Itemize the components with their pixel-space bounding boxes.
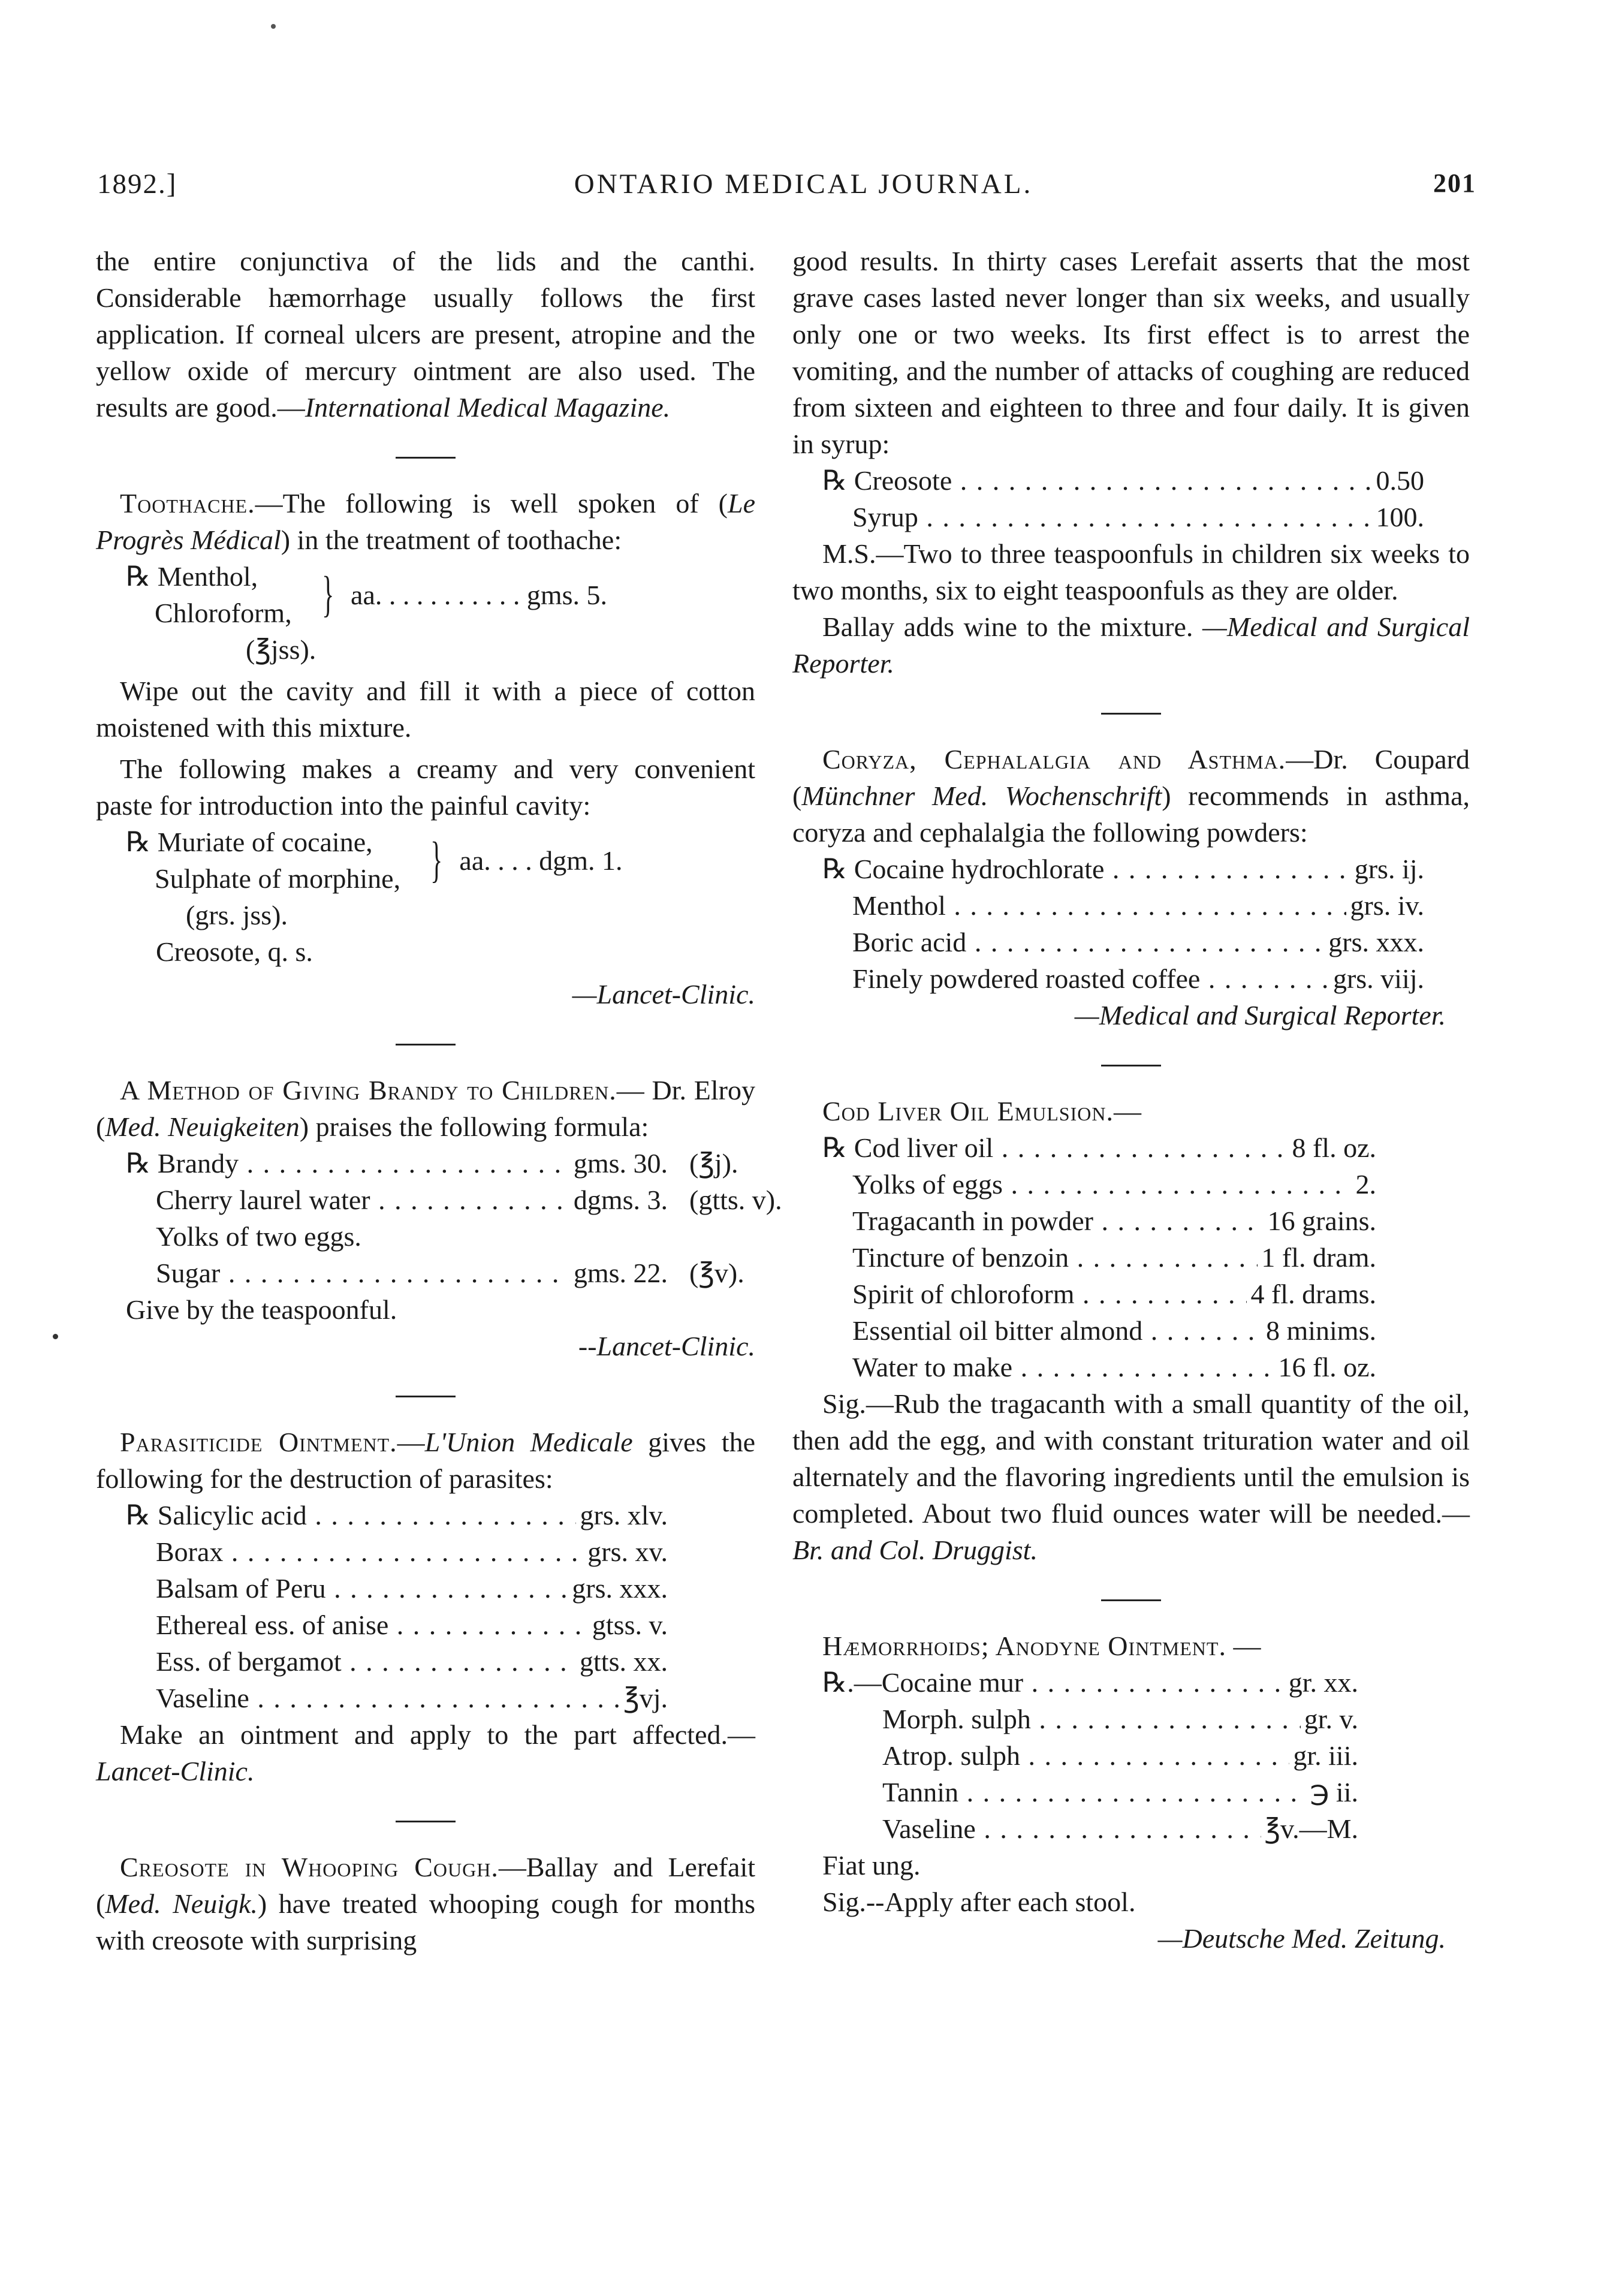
source-citation: —Lancet-Clinic. <box>572 979 755 1010</box>
rx-item: Vaseline . . . ℥v.—M. <box>792 1810 1470 1847</box>
rx-item: Boric acid . . . grs. xxx. <box>792 924 1470 960</box>
section-heading: Toothache. <box>120 488 255 519</box>
rx-item: Yolks of two eggs. <box>156 1221 361 1252</box>
brandy-section: A Method of Giving Brandy to Children.— Dr. Elroy (Med. Neuigkeiten) praises the following formula: ℞ Brandy . . . gms. 30. (℥j). Cherry laurel water . . . dgms. 3. (gtts. v). Yolks of two eggs. Sugar . . . gms. 22. (℥v). Give by the teaspoonful. --Lancet-Clinic. <box>96 1072 755 1364</box>
page-number: 201 <box>1433 168 1476 198</box>
prescription: ℞ Menthol, Chloroform, } aa. . . . . . . . . . . gms. 5. <box>126 561 608 628</box>
rx-item: ℞ Brandy . . . gms. 30. (℥j). <box>96 1145 755 1182</box>
section-divider <box>1101 713 1161 715</box>
section-heading: Hæmorrhoids; Anodyne Ointment. <box>822 1631 1226 1661</box>
ink-speck <box>53 1334 58 1339</box>
source-citation: —Deutsche Med. Zeitung. <box>1157 1923 1446 1954</box>
rx-item: ℞ Salicylic acid . . . grs. xlv. <box>96 1497 755 1533</box>
section-divider <box>396 1821 456 1822</box>
source-citation: Br. and Col. Druggist. <box>792 1535 1038 1565</box>
section-heading: Cod Liver Oil Emulsion.— <box>822 1096 1142 1126</box>
section-divider <box>396 457 456 459</box>
right-column: good results. In thirty cases Lerefait asserts that the most grave cases lasted never longer than six weeks, and usually only one or two weeks. Its first effect is to arrest the vomiting, and the number of attacks of coughing are reduced from sixteen and eighteen to three and four daily. It is given in syrup: ℞ Creosote . . . 0.50 Syrup . . . 100. M.S.—Two to three teaspoonfuls in children six weeks to two months, six to eight teaspoonfuls as they are older. Ballay adds wine to the mixture. —Medical and Surgical Reporter. Coryza, Cephalalgia and Asthma.—Dr. Coupard (Münchner Med. Wochenschrift) recommends in asthma, coryza and cephalalgia the following powders: ℞ Cocaine hydrochlorate . . . grs. ij. Menthol . . . grs. iv. Boric acid . . . grs. xxx. Finely powdered roasted coffee . . . grs. viij. —Medical and Surgical Reporter. Cod Liver Oil Emulsion.— ℞ Cod liver oil . . . 8 fl. oz. Yolks of eggs . . . 2. Tragacanth in powder . . . 16 grains. Tincture of benzoin . . . 1 fl. dram. Spirit of chloroform . . . 4 fl. drams. Essential oil bitter almond . . . 8 minims. Water to make . . . 16 fl. oz. Sig.—Rub the tragacanth with a small quantity of the oil, then add the egg, and with constant trituration water and oil alternately and the flavoring ingredients until the emulsion is completed. About two fluid ounces water will be needed.—Br. and Col. Druggist. Hæmorrhoids; Anodyne Ointment. — ℞.—Cocaine mur . . . gr. xx. Morph. sulph . . . gr. v. Atrop. sulph . . . gr. iii. Tannin . . . ℈ ii. Vaseline . . . ℥v.—M. Fiat ung. Sig.--Apply after each stool. —Deutsche Med. Zeitung. <box>792 243 1470 1957</box>
rx-item: Tannin . . . ℈ ii. <box>792 1774 1470 1810</box>
rx-item: Vaseline . . . ℥vj. <box>96 1680 755 1716</box>
prescription: ℞ Muriate of cocaine, Sulphate of morphine, } aa. . . . dgm. 1. <box>126 827 623 894</box>
rx-item: ℞.—Cocaine mur . . . gr. xx. <box>792 1664 1470 1701</box>
ink-speck <box>271 24 276 29</box>
intro-paragraph: the entire conjunctiva of the lids and the canthi. Considerable hæmorrhage usually follows the first application. If corneal ulcers are present, atropine and the yellow oxide of mercury ointment are also used. The results are good.—International Medical Magazine. <box>96 246 755 423</box>
rx-item: ℞ Cocaine hydrochlorate . . . grs. ij. <box>792 851 1470 887</box>
rx-item: Borax . . . grs. xv. <box>96 1533 755 1570</box>
source-citation: --Lancet-Clinic. <box>578 1331 755 1361</box>
header-year: 1892.] <box>97 168 177 200</box>
coryza-section: Coryza, Cephalalgia and Asthma.—Dr. Coupard (Münchner Med. Wochenschrift) recommends in asthma, coryza and cephalalgia the following powders: ℞ Cocaine hydrochlorate . . . grs. ij. Menthol . . . grs. iv. Boric acid . . . grs. xxx. Finely powdered roasted coffee . . . grs. viij. —Medical and Surgical Reporter. <box>792 741 1470 1033</box>
creosote-continued: good results. In thirty cases Lerefait asserts that the most grave cases lasted never longer than six weeks, and usually only one or two weeks. Its first effect is to arrest the vomiting, and the number of attacks of coughing are reduced from sixteen and eighteen to three and four daily. It is given in syrup: <box>792 246 1470 459</box>
rx-item: Ess. of bergamot . . . gtts. xx. <box>96 1643 755 1680</box>
rx-item: Atrop. sulph . . . gr. iii. <box>792 1737 1470 1774</box>
section-divider <box>1101 1065 1161 1066</box>
header-title: ONTARIO MEDICAL JOURNAL. <box>574 168 1033 200</box>
rx-item: ℞ Cod liver oil . . . 8 fl. oz. <box>792 1129 1470 1166</box>
rx-item: Yolks of eggs . . . 2. <box>792 1166 1470 1203</box>
source-citation: Lancet-Clinic. <box>96 1756 255 1786</box>
left-column <box>96 243 782 1958</box>
cod-liver-section: Cod Liver Oil Emulsion.— ℞ Cod liver oil . . . 8 fl. oz. Yolks of eggs . . . 2. Tragacanth in powder . . . 16 grains. Tincture of benzoin . . . 1 fl. dram. Spirit of chloroform . . . 4 fl. drams. Essential oil bitter almond . . . 8 minims. Water to make . . . 16 fl. oz. Sig.—Rub the tragacanth with a small quantity of the oil, then add the egg, and with constant trituration water and oil alternately and the flavoring ingredients until the emulsion is completed. About two fluid ounces water will be needed.—Br. and Col. Druggist. <box>792 1093 1470 1568</box>
source-citation: —Medical and Surgical Reporter. <box>792 611 1470 679</box>
section-divider <box>1101 1599 1161 1601</box>
rx-item: Balsam of Peru . . . grs. xxx. <box>96 1570 755 1607</box>
creosote-section: Creosote in Whooping Cough.—Ballay and Lerefait (Med. Neuigk.) have treated whooping cough for months with creosote with surprising <box>96 1852 756 1955</box>
source-citation: —Medical and Surgical Reporter. <box>1074 1000 1446 1031</box>
rx-item: Water to make . . . 16 fl. oz. <box>792 1349 1470 1385</box>
section-divider <box>396 1396 456 1397</box>
rx-item: Spirit of chloroform . . . 4 fl. drams. <box>792 1276 1470 1312</box>
rx-item: Morph. sulph . . . gr. v. <box>792 1701 1470 1737</box>
rx-item: Ethereal ess. of anise . . . gtss. v. <box>96 1607 755 1643</box>
rx-item: Essential oil bitter almond . . . 8 minims. <box>792 1312 1470 1349</box>
section-heading: Creosote in Whooping Cough. <box>120 1852 499 1882</box>
rx-item: ℞ Creosote . . . 0.50 <box>792 462 1470 499</box>
rx-item: Finely powdered roasted coffee . . . grs. viij. <box>792 960 1470 997</box>
haemorrhoids-section: Hæmorrhoids; Anodyne Ointment. — ℞.—Cocaine mur . . . gr. xx. Morph. sulph . . . gr. v. Atrop. sulph . . . gr. iii. Tannin . . . ℈ ii. Vaseline . . . ℥v.—M. Fiat ung. Sig.--Apply after each stool. —Deutsche Med. Zeitung. <box>792 1628 1470 1957</box>
rx-item: Syrup . . . 100. <box>792 499 1470 535</box>
rx-item: Tincture of benzoin . . . 1 fl. dram. <box>792 1239 1470 1276</box>
rx-item: Tragacanth in powder . . . 16 grains. <box>792 1203 1470 1239</box>
toothache-section: Toothache.—The following is well spoken of (Le Progrès Médical) in the treatment of toothache: ℞ Menthol, Chloroform, } aa. . . . . . . . . . . gms. 5. (℥jss). Wipe out the cavity and fill it with a piece of cotton moistened with this mixture. The following makes a creamy and very convenient paste for introduction into the painful cavity: ℞ Muriate of cocaine, Sulphate of morphine, } aa. . . . dgm. 1. (grs. jss). Creosote, q. s. —Lancet-Clinic. <box>96 485 755 1013</box>
rx-item: Sugar . . . gms. 22. (℥v). <box>96 1255 755 1291</box>
section-heading: Coryza, Cephalalgia and Asthma. <box>822 744 1286 775</box>
rx-item: Menthol . . . grs. iv. <box>792 887 1470 924</box>
section-heading: A Method of Giving Brandy to Children. <box>120 1075 617 1105</box>
section-divider <box>396 1044 456 1045</box>
parasiticide-section: Parasiticide Ointment.—L'Union Medicale gives the following for the destruction of parasites: ℞ Salicylic acid . . . grs. xlv. Borax . . . grs. xv. Balsam of Peru . . . grs. xxx. Ethereal ess. of anise . . . gtss. v. Ess. of bergamot . . . gtts. xx. Vaseline . . . ℥vj. Make an ointment and apply to the part affected.—Lancet-Clinic. <box>96 1424 755 1789</box>
rx-item: Cherry laurel water . . . dgms. 3. (gtts. v). <box>96 1182 755 1218</box>
section-heading: Parasiticide Ointment. <box>120 1427 397 1457</box>
